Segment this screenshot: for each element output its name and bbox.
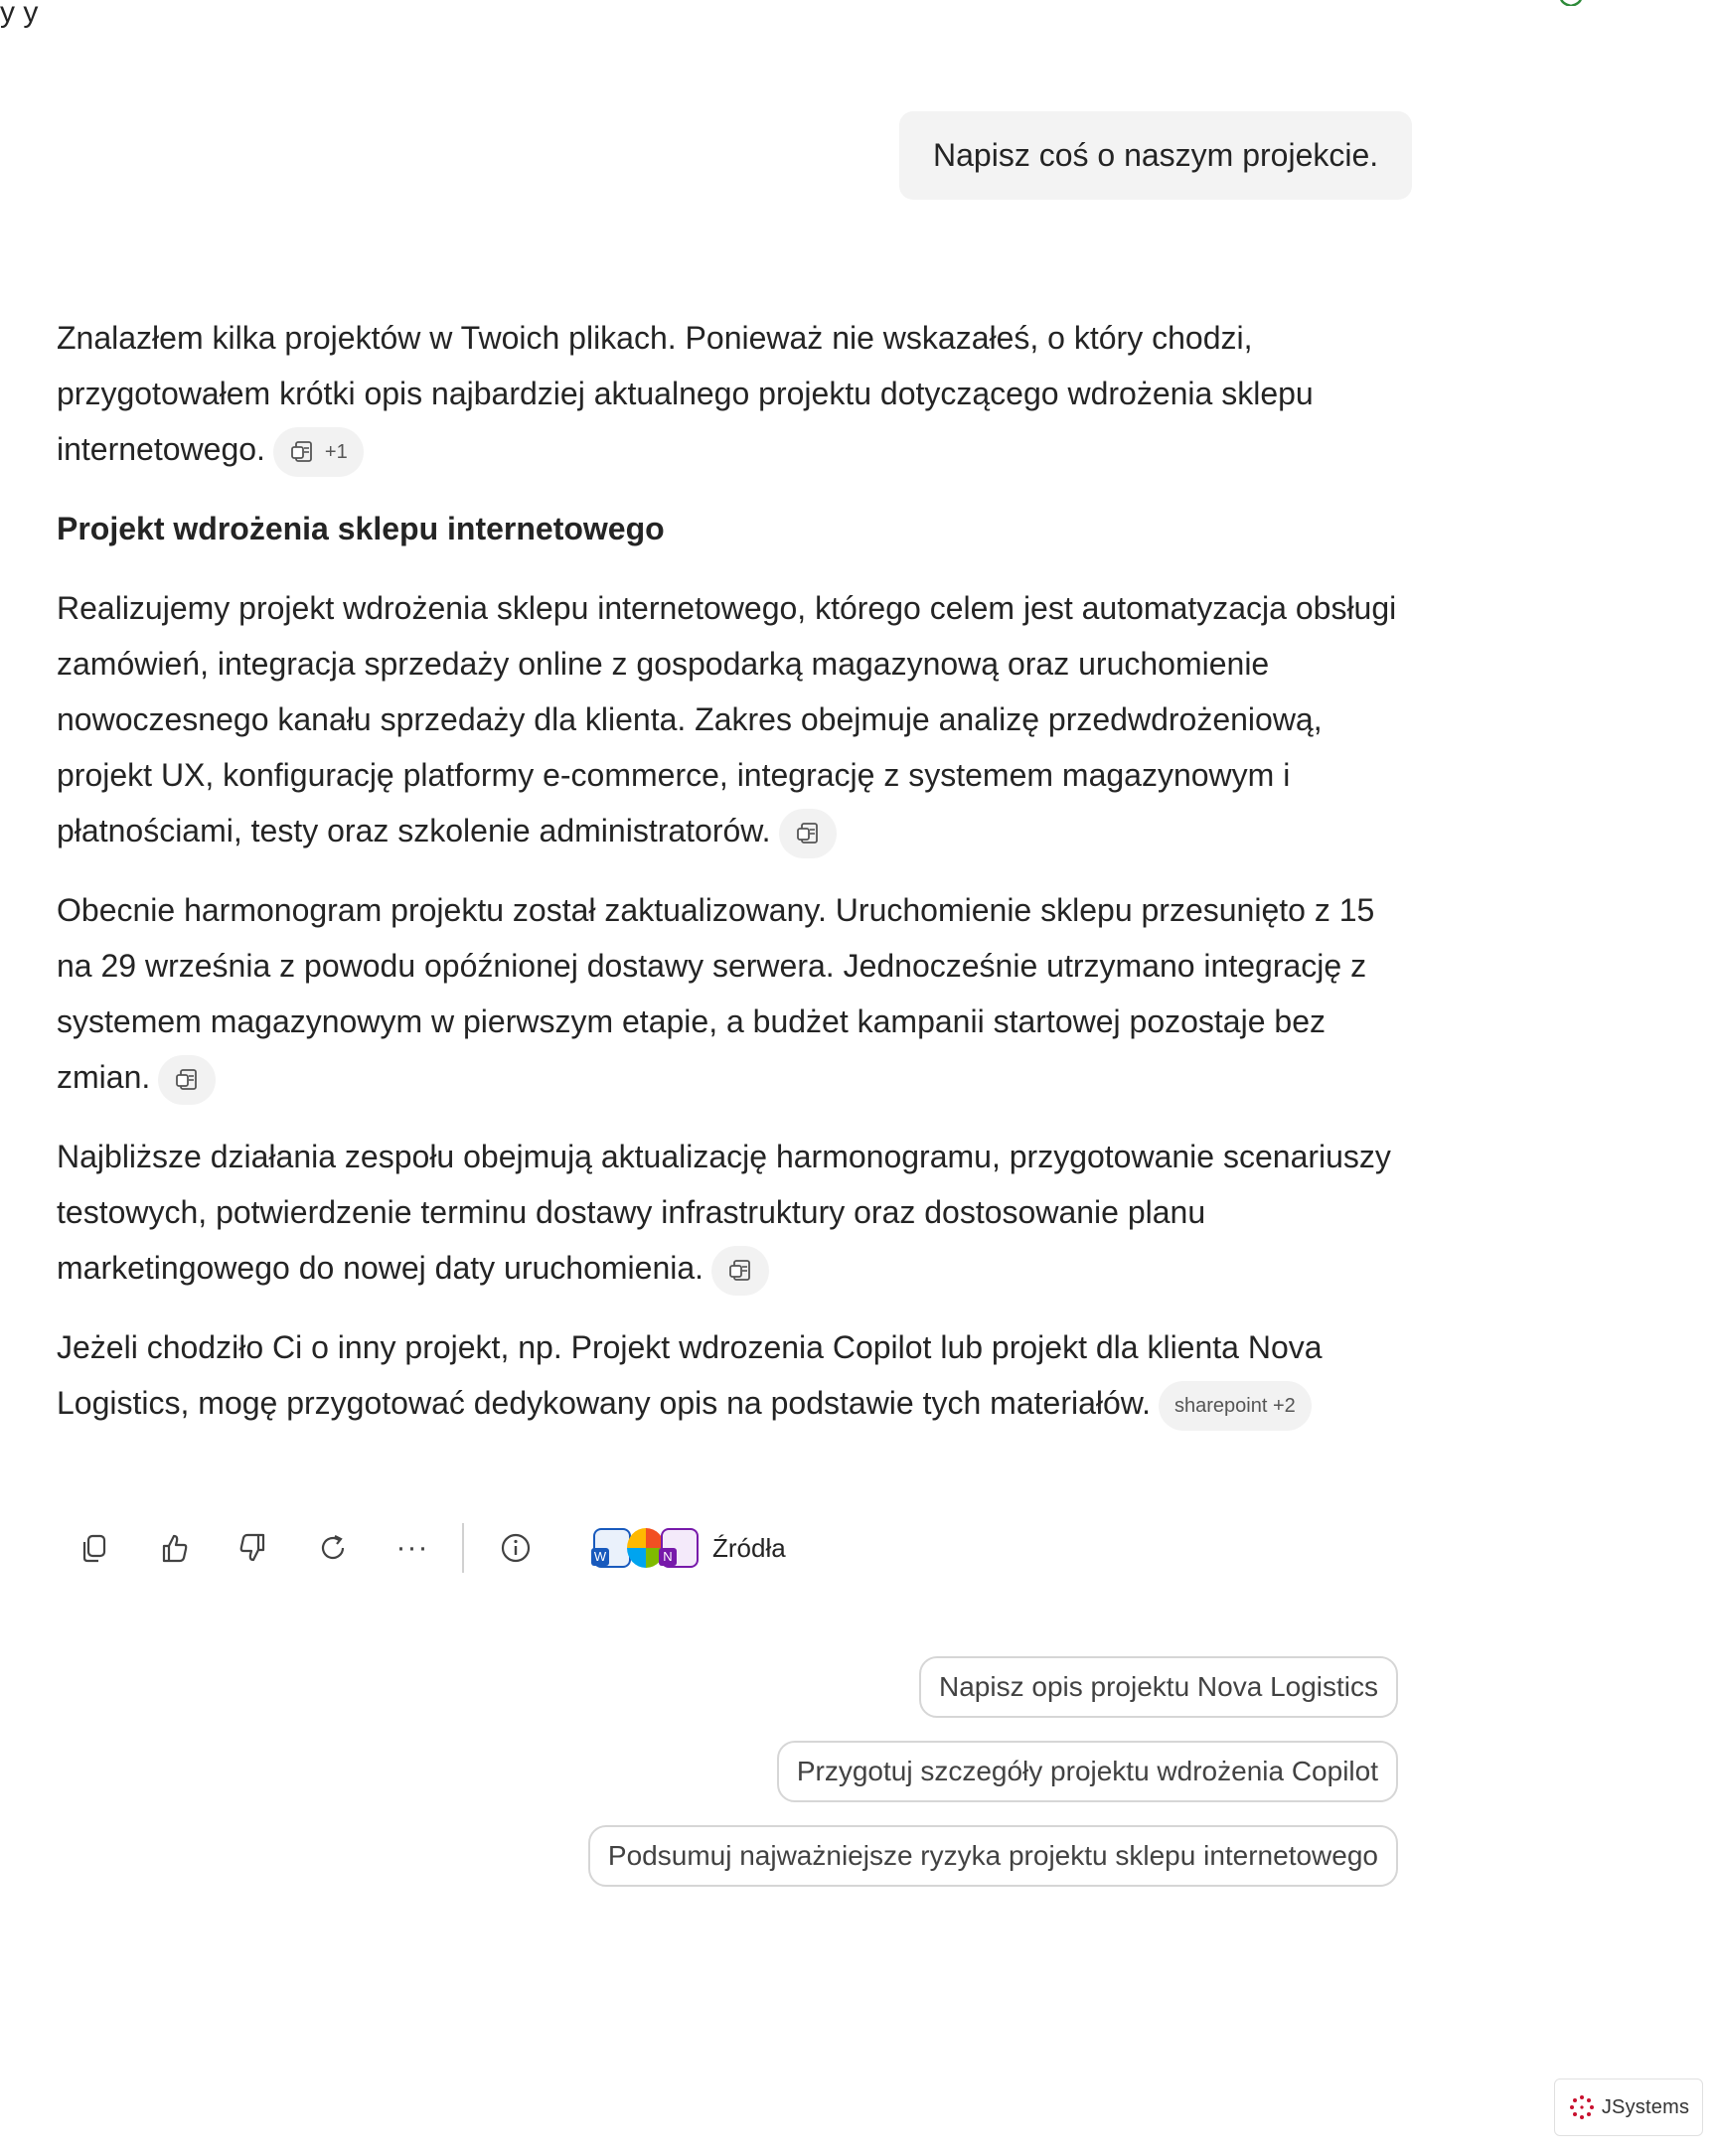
response-paragraph-4 xyxy=(57,1319,1408,1431)
source-app-icons xyxy=(593,1528,701,1568)
document-icon xyxy=(727,1258,753,1284)
suggestion-chip-3[interactable]: Podsumuj najważniejsze ryzyka projektu sklepu internetowego xyxy=(588,1825,1398,1887)
logo-mark-icon xyxy=(1568,2093,1596,2121)
citation-chip[interactable] xyxy=(711,1246,769,1296)
response-paragraph-2 xyxy=(57,882,1408,1105)
citation-count: +1 xyxy=(324,440,348,463)
logo-text: JSystems xyxy=(1601,2095,1690,2118)
sources-button[interactable] xyxy=(593,1528,786,1568)
toolbar-divider xyxy=(462,1523,464,1573)
citation-chip[interactable] xyxy=(158,1055,216,1105)
document-icon xyxy=(174,1067,200,1093)
assistant-response xyxy=(57,310,1408,1455)
citation-chip-sharepoint[interactable]: sharepoint +2 xyxy=(1159,1381,1312,1431)
onenote-icon: N xyxy=(661,1528,699,1568)
regenerate-button[interactable] xyxy=(303,1520,363,1576)
suggestion-chip-1[interactable]: Napisz opis projektu Nova Logistics xyxy=(919,1656,1398,1718)
paragraph-text: Najbliższe działania zespołu obejmują aktualizację harmonogramu, przygotowanie scenariuszy testowych, potwierdzenie terminu dostawy infrastruktury oraz dostosowanie planu marketingowego do nowej daty uruchomienia. xyxy=(57,1139,1391,1286)
document-icon xyxy=(289,439,315,465)
info-button[interactable] xyxy=(486,1520,546,1576)
sources-label: Źródła xyxy=(712,1532,786,1563)
suggestion-chip-2[interactable]: Przygotuj szczegóły projektu wdrożenia Copilot xyxy=(777,1741,1398,1802)
cut-off-header-text: y y xyxy=(0,0,39,29)
document-icon xyxy=(795,821,821,847)
dislike-button[interactable] xyxy=(224,1520,283,1576)
thumbs-up-icon xyxy=(156,1530,192,1566)
citation-chip[interactable] xyxy=(273,427,364,477)
paragraph-text: Jeżeli chodziło Ci o inny projekt, np. Projekt wdrozenia Copilot lub projekt dla klienta Nova Logistics, mogę przygotować dedykowany opis na podstawie tych materiałów. xyxy=(57,1329,1323,1421)
paragraph-text: Obecnie harmonogram projektu został zaktualizowany. Uruchomienie sklepu przesunięto z 15 na 29 września z powodu opóźnionej dostawy serwera. Jednocześnie utrzymano integrację z systemem magazynowym w pierwszym etapie, a budżet kampanii startowej pozostaje bez zmian. xyxy=(57,892,1375,1095)
word-icon: W xyxy=(593,1528,631,1568)
citation-chip[interactable] xyxy=(779,809,837,858)
more-options-button[interactable]: ··· xyxy=(395,1531,429,1564)
paragraph-text: Realizujemy projekt wdrożenia sklepu internetowego, którego celem jest automatyzacja obsługi zamówień, integracja sprzedaży online z gospodarką magazynową oraz uruchomienie nowoczesnego kanału sprzedaży dla klienta. Zakres obejmuje analizę przedwdrożeniową, projekt UX, konfigurację platformy e-commerce, integrację z systemem magazynowym i płatnościami, testy oraz szkolenie administratorów. xyxy=(57,590,1397,848)
info-icon xyxy=(498,1530,534,1566)
copy-icon xyxy=(77,1530,112,1566)
refresh-icon xyxy=(315,1530,351,1566)
response-paragraph-3 xyxy=(57,1129,1408,1296)
user-message-bubble: Napisz coś o naszym projekcie. xyxy=(899,111,1412,200)
response-heading: Projekt wdrożenia sklepu internetowego xyxy=(57,511,665,546)
intro-text: Znalazłem kilka projektów w Twoich plikach. Ponieważ nie wskazałeś, o który chodzi, przygotowałem krótki opis najbardziej aktualnego projektu dotyczącego wdrożenia sklepu internetowego. xyxy=(57,320,1314,467)
response-toolbar xyxy=(65,1520,786,1576)
copy-button[interactable] xyxy=(65,1520,124,1576)
thumbs-down-icon xyxy=(235,1530,271,1566)
response-intro xyxy=(57,310,1408,477)
shield-icon xyxy=(1558,0,1584,6)
jsystems-logo xyxy=(1554,2079,1703,2136)
like-button[interactable] xyxy=(144,1520,204,1576)
response-paragraph-1 xyxy=(57,580,1408,858)
